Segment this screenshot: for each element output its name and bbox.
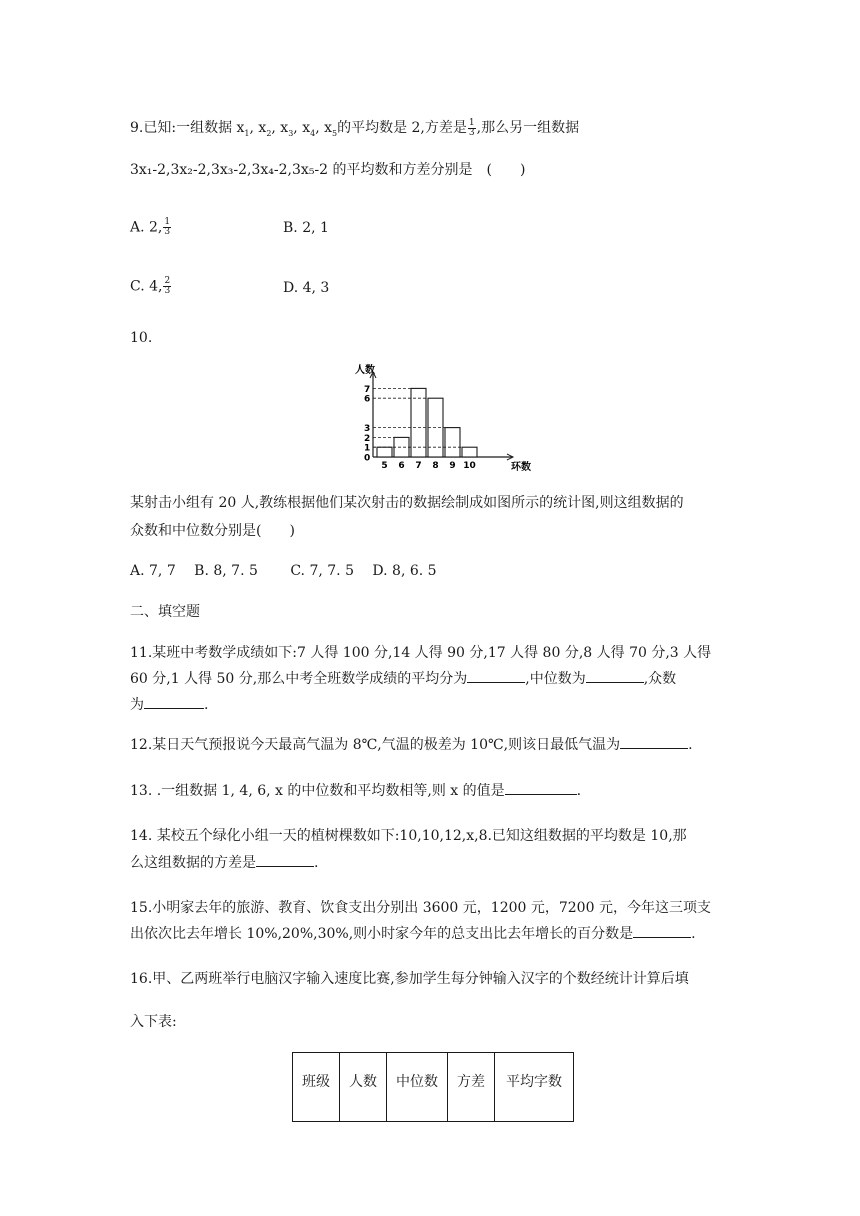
q9-line2: 3x₁-2,3x₂-2,3x₃-2,3x₄-2,3x₅-2 的平均数和方差分别是 ( ) xyxy=(130,162,526,178)
q9-option-b[interactable]: B. 2, 1 xyxy=(283,220,329,236)
x-tick-label: 7 xyxy=(415,461,422,471)
q9-mid: 的平均数是 2,方差是 xyxy=(337,120,467,136)
x-tick-label: 9 xyxy=(449,461,456,471)
y-tick-label: 0 xyxy=(364,453,371,464)
option-a-fraction: $\frac{1}{3}$ xyxy=(164,217,171,237)
q10-line2: 众数和中位数分别是( ) xyxy=(130,523,295,539)
sub-2: 2 xyxy=(266,128,272,138)
q11-line1: 11.某班中考数学成绩如下:7 人得 100 分,14 人得 90 分,17 人得 80 分,8 人得 70 分,3 人得 xyxy=(130,645,712,661)
x-axis-label: 环数 xyxy=(511,462,531,473)
q10-options[interactable]: A. 7, 7 B. 8, 7. 5 C. 7, 7. 5 D. 8, 6. 5 xyxy=(130,563,437,579)
bar xyxy=(394,437,409,457)
q10-line1: 某射击小组有 20 人,教练根据他们某次射击的数据绘制成如图所示的统计图,则这组数据的 xyxy=(130,495,684,511)
q15-line2: 出依次比去年增长 10%,20%,30%,则小时家今年的总支出比去年增长的百分数是 . xyxy=(130,923,696,944)
q10-number: 10. xyxy=(130,330,153,346)
q9-fraction: $\frac{1}{3}$ xyxy=(468,117,475,138)
answer-blank-mode[interactable] xyxy=(144,694,204,709)
score-table xyxy=(292,1052,574,1122)
answer-blank-q14[interactable] xyxy=(256,852,314,867)
q16-line1: 16.甲、乙两班举行电脑汉字输入速度比赛,参加学生每分钟输入汉字的个数经统计计算后填 xyxy=(130,971,689,987)
y-axis-label: 人数 xyxy=(355,365,375,376)
answer-blank-q15[interactable] xyxy=(633,923,691,938)
q9-option-c[interactable]: C. 4, $\frac{2}{3}$ xyxy=(130,276,171,296)
x-tick-label: 8 xyxy=(432,461,439,471)
sub-4: 4 xyxy=(310,128,316,138)
q9-option-a[interactable]: A. 2, $\frac{1}{3}$ xyxy=(130,217,171,237)
answer-blank-q12[interactable] xyxy=(620,734,688,749)
q15-line1: 15.小明家去年的旅游、教育、饮食支出分别出 3600 元，1200 元，7200 元，今年这三项支 xyxy=(130,900,711,916)
y-tick-label: 2 xyxy=(364,433,371,444)
option-c-fraction: $\frac{2}{3}$ xyxy=(164,276,171,296)
sub-1: 1 xyxy=(244,128,250,138)
y-tick-label: 6 xyxy=(364,394,371,405)
q9-prefix: 9.已知:一组数据 x xyxy=(130,120,245,136)
q13-line: 13. .一组数据 1, 4, 6, x 的中位数和平均数相等,则 x 的值是 . xyxy=(130,780,581,801)
header-cell-count: 人数 xyxy=(340,1053,387,1122)
q9-option-d[interactable]: D. 4, 3 xyxy=(283,280,330,296)
answer-blank-q13[interactable] xyxy=(505,780,577,795)
q9-line1: 9.已知:一组数据 $x_1$, $x_2$, $x_3$, $x_4$, $x_5$的平均数是 2,方差是 $\frac{1}{3}$ ,那么另一组数据 xyxy=(130,117,580,138)
q11-line2: 60 分,1 人得 50 分,那么中考全班数学成绩的平均分为 ,中位数为 ,众数 xyxy=(130,668,676,689)
answer-blank-median[interactable] xyxy=(586,668,644,683)
y-tick-label: 7 xyxy=(364,384,371,395)
x-tick-label: 6 xyxy=(398,461,405,471)
q16-line2: 入下表: xyxy=(130,1014,177,1030)
q9-tail: ,那么另一组数据 xyxy=(476,120,580,136)
header-cell-average: 平均字数 xyxy=(495,1053,574,1122)
header-cell-class: 班级 xyxy=(293,1053,340,1122)
bar xyxy=(462,447,477,457)
header-cell-variance: 方差 xyxy=(448,1053,495,1122)
bar xyxy=(411,388,426,457)
header-cell-median: 中位数 xyxy=(387,1053,448,1122)
answer-blank-mean[interactable] xyxy=(467,668,525,683)
bar xyxy=(377,447,392,457)
sub-3: 3 xyxy=(288,128,294,138)
q14-line1: 14. 某校五个绿化小组一天的植树棵数如下:10,10,12,x,8.已知这组数据的平均数是 10,那 xyxy=(130,828,687,844)
sub-5: 5 xyxy=(331,128,338,138)
bar-chart xyxy=(355,360,531,473)
q12-line: 12.某日天气预报说今天最高气温为 8℃,气温的极差为 10℃,则该日最低气温为 . xyxy=(130,734,693,755)
table-header-row xyxy=(293,1053,574,1122)
x-tick-label: 10 xyxy=(463,461,476,471)
y-tick-label: 3 xyxy=(364,424,371,435)
section-title: 二、填空题 xyxy=(130,604,200,620)
q11-line3: 为 . xyxy=(130,694,208,715)
bar xyxy=(445,428,460,457)
x-tick-label: 5 xyxy=(381,461,388,471)
y-tick-label: 1 xyxy=(364,443,371,454)
q14-line2: 么这组数据的方差是 . xyxy=(130,852,318,873)
